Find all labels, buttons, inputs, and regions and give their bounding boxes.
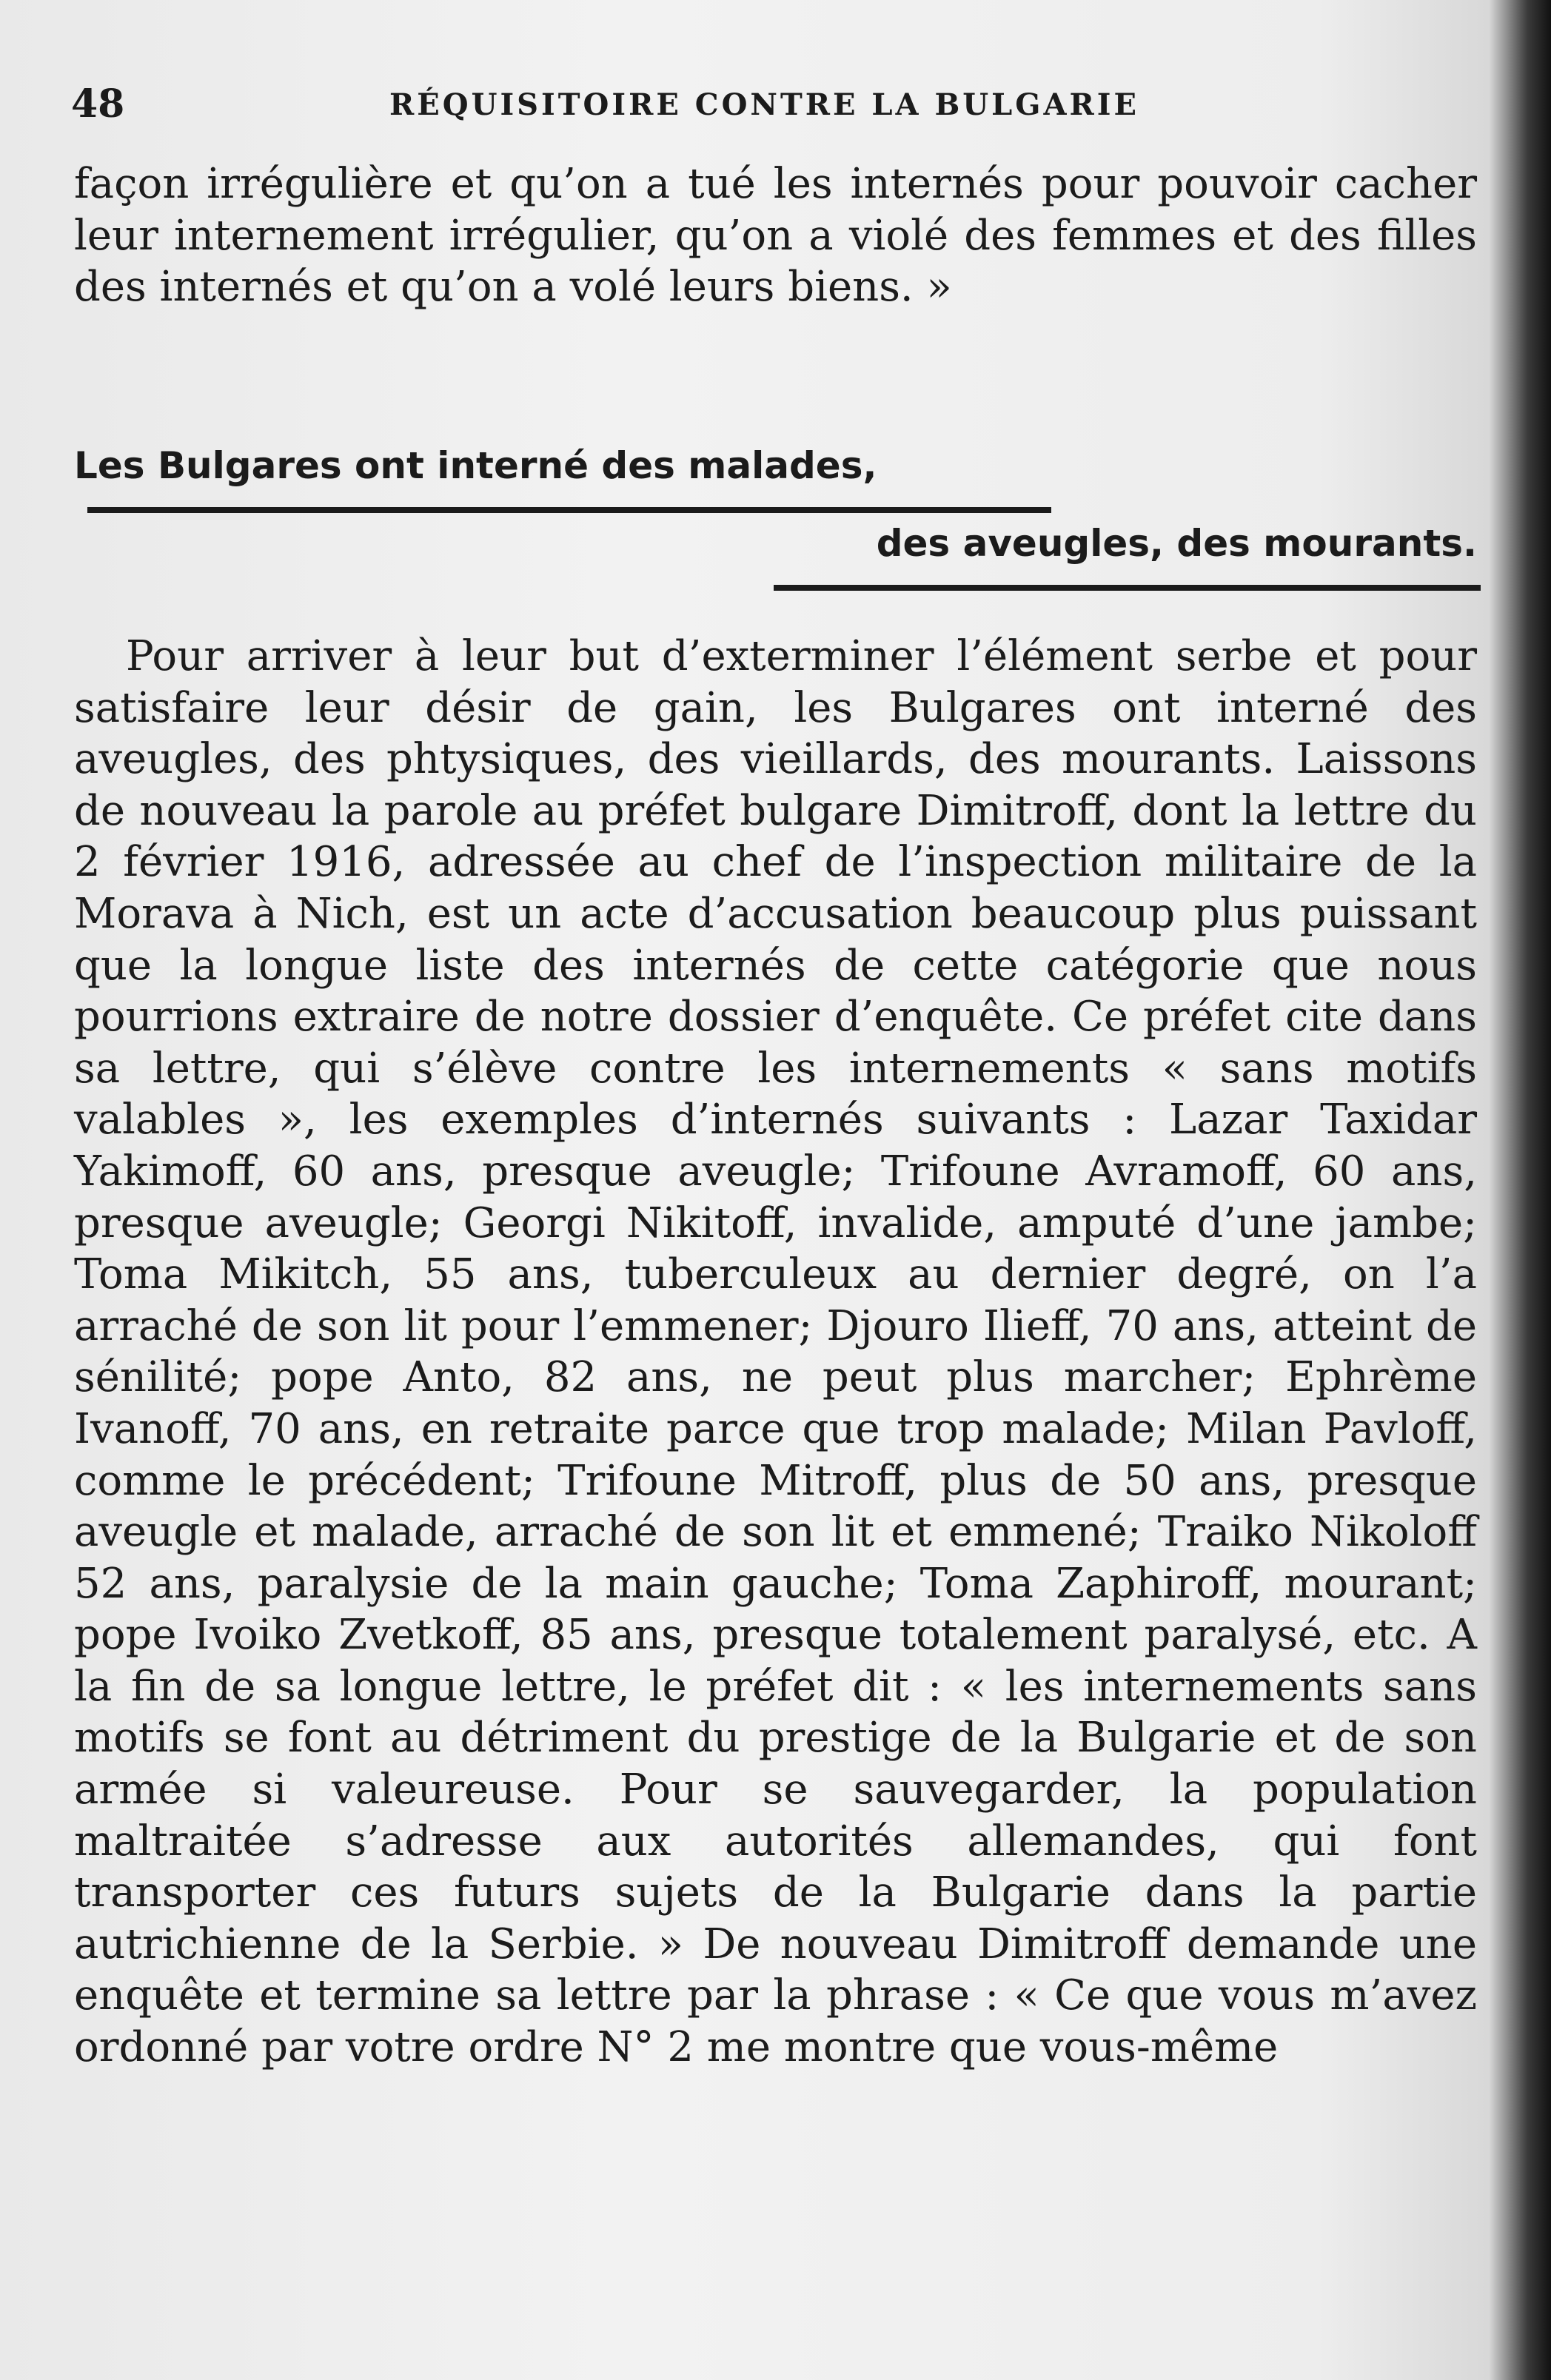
- section-heading-line2: des aveugles, des mourants.: [876, 522, 1477, 565]
- body-paragraph-block: [74, 631, 1477, 2074]
- heading-underline-2: [774, 585, 1481, 591]
- section-heading-line1: Les Bulgares ont interné des malades,: [74, 444, 877, 487]
- running-title: RÉQUISITOIRE CONTRE LA BULGARIE: [389, 87, 1139, 122]
- page-number: 48: [71, 81, 125, 127]
- opening-paragraph-block: [74, 158, 1477, 313]
- opening-paragraph: façon irrégulière et qu’on a tué les internés pour pouvoir cacher leur internement irrégulier, qu’on a violé des femmes et des filles des internés et qu’on a volé leurs biens. »: [74, 160, 1477, 312]
- page-header: [71, 81, 1485, 133]
- heading-underline-1: [87, 507, 1051, 513]
- body-paragraph: Pour arriver à leur but d’exterminer l’élément serbe et pour satisfaire leur désir de gain, les Bulgares ont interné des aveugles, des phtysiques, des vieillards, des mourants. Laissons de nouveau la parole au préfet bulgare Dimitroff, dont la lettre du 2 février 1916, adressée au chef de l’inspection militaire de la Morava à Nich, est un acte d’accusation beaucoup plus puissant que la longue liste des internés de cette catégorie que nous pourrions extraire de notre dossier d’enquête. Ce préfet cite dans sa lettre, qui s’élève contre les internements « sans motifs valables », les exemples d’internés suivants : Lazar Taxidar Yakimoff, 60 ans, presque aveugle; Trifoune Avramoff, 60 ans, presque aveugle; Georgi Nikitoff, invalide, amputé d’une jambe; Toma Mikitch, 55 ans, tuberculeux au dernier degré, on l’a arraché de son lit pour l’emmener; Djouro Ilieff, 70 ans, atteint de sénilité; pope Anto, 82 ans, ne peut plus marcher; Ephrème Ivanoff, 70 ans, en retraite parce que trop malade; Milan Pavloff, comme le précédent; Trifoune Mitroff, plus de 50 ans, presque aveugle et malade, arraché de son lit et emmené; Traiko Nikoloff 52 ans, paralysie de la main gauche; Toma Zaphiroff, mourant; pope Ivoiko Zvetkoff, 85 ans, presque totalement paralysé, etc. A la fin de sa longue lettre, le préfet dit : « les internements sans motifs se font au détriment du prestige de la Bulgarie et de son armée si valeureuse. Pour se sauvegarder, la population maltraitée s’adresse aux autorités allemandes, qui font transporter ces futurs sujets de la Bulgarie dans la partie autrichienne de la Serbie. » De nouveau Dimitroff demande une enquête et termine sa lettre par la phrase : « Ce que vous m’avez ordonné par votre ordre N° 2 me montre que vous-même: [74, 632, 1477, 2072]
